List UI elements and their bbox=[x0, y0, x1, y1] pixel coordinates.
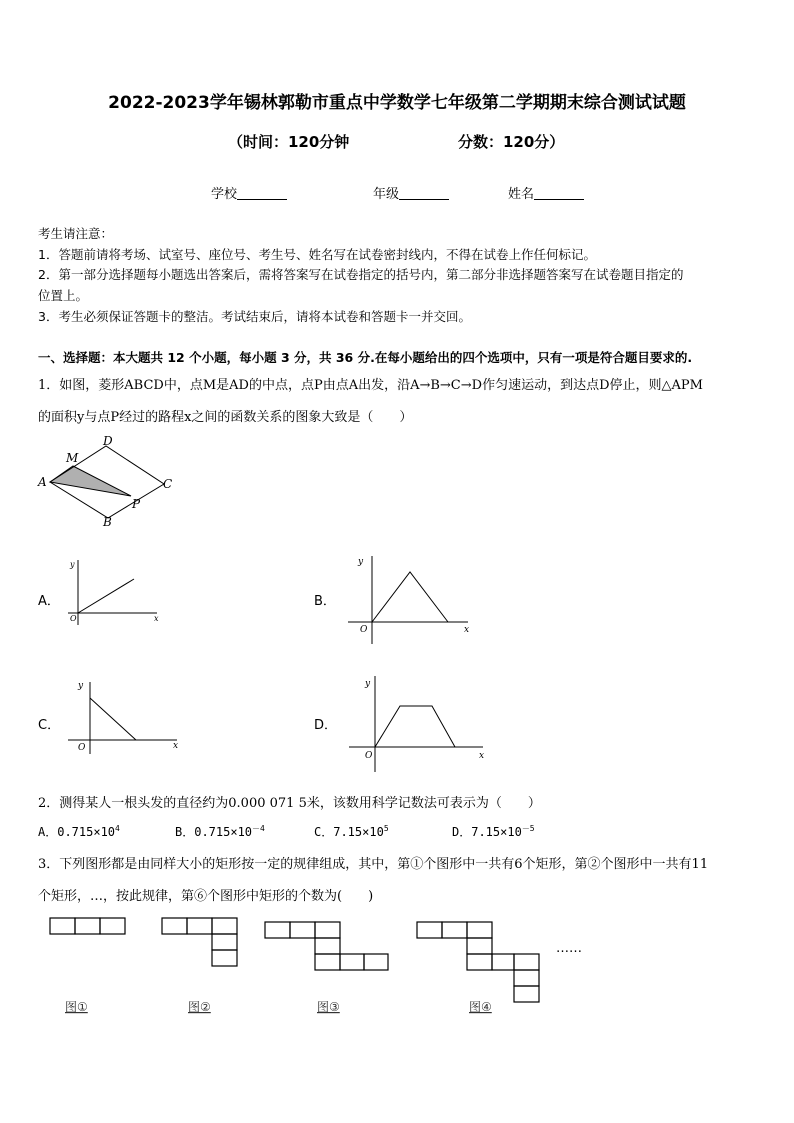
axis-y: y bbox=[358, 557, 364, 567]
axis-y: y bbox=[78, 681, 84, 691]
name-field: 姓名 bbox=[508, 183, 584, 202]
axis-x: x bbox=[154, 614, 159, 623]
grade-field: 年级 bbox=[373, 183, 449, 202]
axis-o: O bbox=[360, 625, 368, 635]
exam-score: 分数：120分） bbox=[458, 133, 565, 151]
school-field: 学校 bbox=[211, 183, 287, 202]
label-p: P bbox=[132, 497, 141, 511]
axis-x: x bbox=[464, 625, 470, 635]
rhombus-figure bbox=[30, 430, 190, 530]
exam-time: （时间：120分钟 bbox=[228, 133, 350, 151]
pattern-figures bbox=[0, 910, 794, 1020]
fig-label-1: 图① bbox=[65, 1000, 88, 1014]
fig-label-3: 图③ bbox=[317, 1000, 340, 1014]
q1-option-c-graph[interactable] bbox=[62, 678, 187, 758]
q2-option-a[interactable]: A．$0.715\times 10^4$ bbox=[38, 824, 120, 839]
q1-text-line2: 的面积y与点P经过的路程x之间的函数关系的图象大致是（ ） bbox=[38, 410, 413, 425]
note-item: 位置上。 bbox=[38, 288, 89, 303]
label-d: D bbox=[103, 434, 113, 448]
q2-option-c[interactable]: C．$7.15\times 10^5$ bbox=[314, 824, 389, 839]
q1-option-d-label: D． bbox=[314, 718, 338, 733]
q2-text: 2．测得某人一根头发的直径约为0.000 071 5米，该数用科学记数法可表示为（ ） bbox=[38, 796, 541, 811]
q1-text-line1: 1．如图，菱形ABCD中，点M是AD的中点，点P由点A出发，沿A→B→C→D作匀速运动，到达点D停止，则△APM bbox=[38, 378, 703, 393]
label-m: M bbox=[66, 451, 79, 465]
axis-x: x bbox=[173, 741, 179, 751]
q1-option-d-graph[interactable] bbox=[345, 672, 490, 777]
label-c: C bbox=[163, 477, 173, 491]
axis-x: x bbox=[479, 751, 485, 761]
section-heading: 一、选择题：本大题共 12 个小题，每小题 3 分，共 36 分.在每小题给出的四个选项中，只有一项是符合题目要求的. bbox=[38, 350, 693, 365]
label-b: B bbox=[103, 515, 112, 529]
notes-heading: 考生请注意： bbox=[38, 226, 114, 241]
note-item: 1．答题前请将考场、试室号、座位号、考生号、姓名写在试卷密封线内，不得在试卷上作任何标记。 bbox=[38, 247, 596, 262]
q2-option-d[interactable]: D．$7.15\times 10^{-5}$ bbox=[452, 824, 535, 839]
label-a: A bbox=[38, 475, 47, 489]
fig-label-4: 图④ bbox=[469, 1000, 492, 1014]
q1-option-c-label: C． bbox=[38, 718, 61, 733]
axis-y: y bbox=[365, 679, 371, 689]
axis-o: O bbox=[78, 743, 86, 753]
pattern-dots: …… bbox=[556, 941, 582, 956]
note-item: 2．第一部分选择题每小题选出答案后，需将答案写在试卷指定的括号内，第二部分非选择题答案写在试卷题目指定的 bbox=[38, 267, 684, 282]
q1-option-a-label: A． bbox=[38, 594, 60, 609]
fig-label-2: 图② bbox=[188, 1000, 211, 1014]
axis-o: O bbox=[365, 751, 373, 761]
q3-text-line1: 3．下列图形都是由同样大小的矩形按一定的规律组成，其中，第①个图形中一共有6个矩形，第②个图形中一共有11 bbox=[38, 857, 709, 872]
q1-option-b-label: B． bbox=[314, 594, 336, 609]
q1-option-b-graph[interactable] bbox=[340, 552, 475, 647]
q3-text-line2: 个矩形，…，按此规律，第⑥个图形中矩形的个数为( ) bbox=[38, 889, 374, 904]
note-item: 3．考生必须保证答题卡的整洁。考试结束后，请将本试卷和答题卡一并交回。 bbox=[38, 309, 471, 324]
page-title: 2022-2023学年锡林郭勒市重点中学数学七年级第二学期期末综合测试试题 bbox=[108, 93, 686, 113]
axis-y: y bbox=[70, 560, 75, 569]
triangle-apm bbox=[50, 466, 131, 496]
q2-option-b[interactable]: B．$0.715\times 10^{-4}$ bbox=[175, 824, 265, 839]
q1-option-a-graph[interactable] bbox=[62, 555, 172, 635]
axis-o: O bbox=[70, 614, 77, 623]
